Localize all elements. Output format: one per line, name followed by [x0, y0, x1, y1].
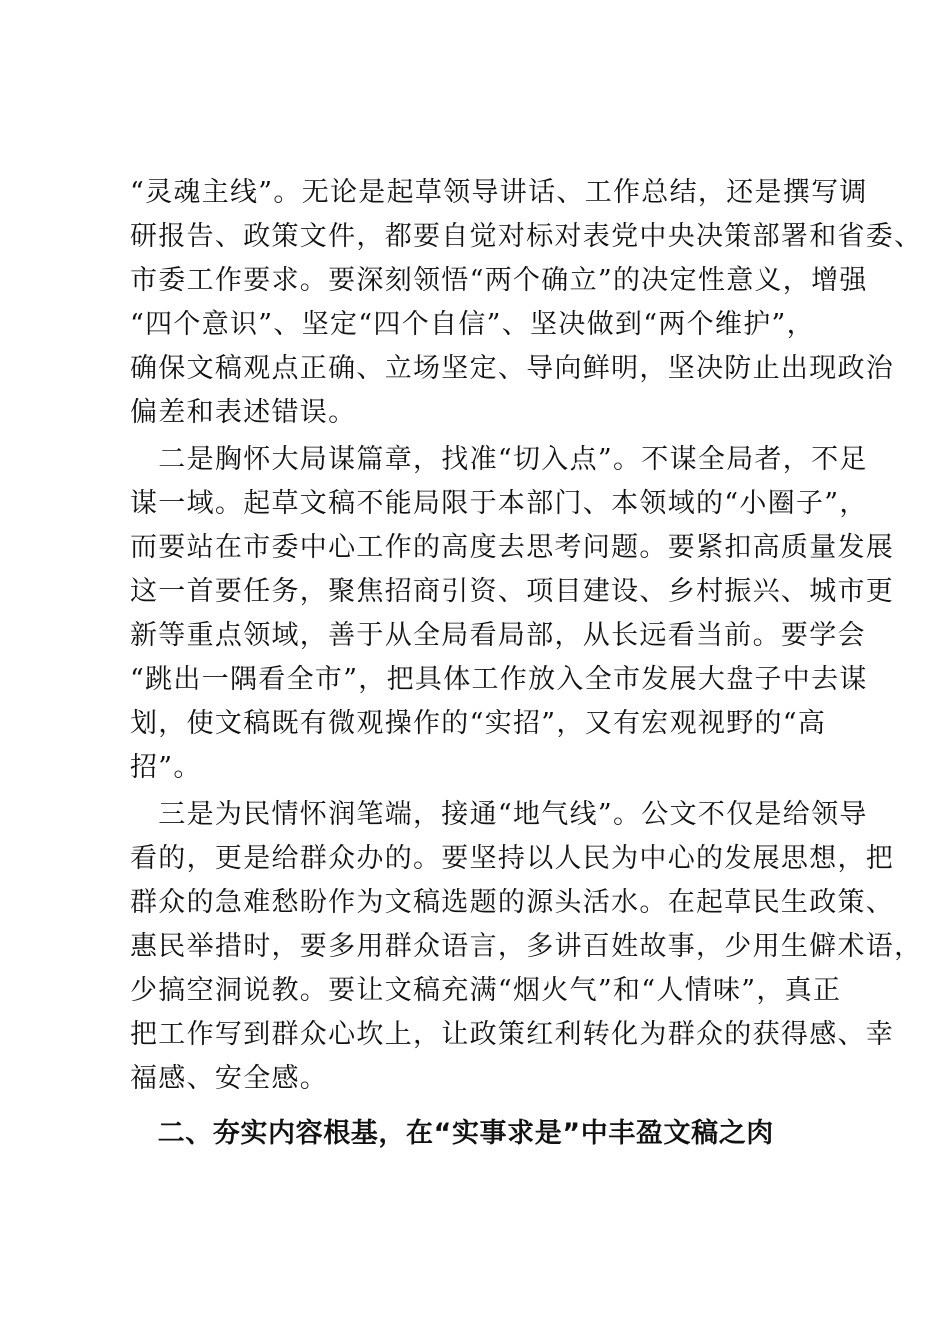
text-line: 惠民举措时，要多用群众语言，多讲百姓故事，少用生僻术语，	[130, 931, 923, 962]
text-line: 谋一域。起草文稿不能局限于本部门、本领域的“小圈子”，	[130, 488, 868, 519]
text-line: 少搞空洞说教。要让文稿充满“烟火气”和“人情味”，真正	[130, 975, 842, 1006]
text-line: “灵魂主线”。无论是起草领导讲话、工作总结，还是撰写调	[130, 177, 868, 208]
text-line: 二是胸怀大局谋篇章，找准“切入点”。不谋全局者，不足	[130, 444, 868, 475]
text-line: 这一首要任务，聚焦招商引资、项目建设、乡村振兴、城市更	[130, 576, 895, 607]
text-line: “跳出一隅看全市”，把具体工作放入全市发展大盘子中去谋	[130, 664, 868, 695]
text-line: 福感、安全感。	[130, 1063, 329, 1094]
text-line: 划，使文稿既有微观操作的“实招”，又有宏观视野的“高	[130, 708, 827, 739]
text-line: 招”。	[130, 752, 202, 783]
text-line: 研报告、政策文件，都要自觉对标对表党中央决策部署和省委、	[130, 221, 923, 252]
text-line: 确保文稿观点正确、立场坚定、导向鲜明，坚决防止出现政治	[130, 353, 895, 384]
text-line: 市委工作要求。要深刻领悟“两个确立”的决定性意义，增强	[130, 265, 868, 296]
text-line: “四个意识”、坚定“四个自信”、坚决做到“两个维护”，	[130, 309, 815, 340]
text-line: 而要站在市委中心工作的高度去思考问题。要紧扣高质量发展	[130, 532, 895, 563]
text-line: 把工作写到群众心坎上，让政策红利转化为群众的获得感、幸	[130, 1019, 895, 1050]
text-line: 群众的急难愁盼作为文稿选题的源头活水。在起草民生政策、	[130, 887, 895, 918]
text-line: 新等重点领域，善于从全局看局部，从长远看当前。要学会	[130, 620, 866, 651]
section-heading: 二、夯实内容根基，在“实事求是”中丰盈文稿之肉	[130, 1118, 774, 1149]
text-line: 偏差和表述错误。	[130, 397, 357, 428]
text-line: 看的，更是给群众办的。要坚持以人民为中心的发展思想，把	[130, 843, 895, 874]
text-line: 三是为民情怀润笔端，接通“地气线”。公文不仅是给领导	[130, 799, 868, 830]
